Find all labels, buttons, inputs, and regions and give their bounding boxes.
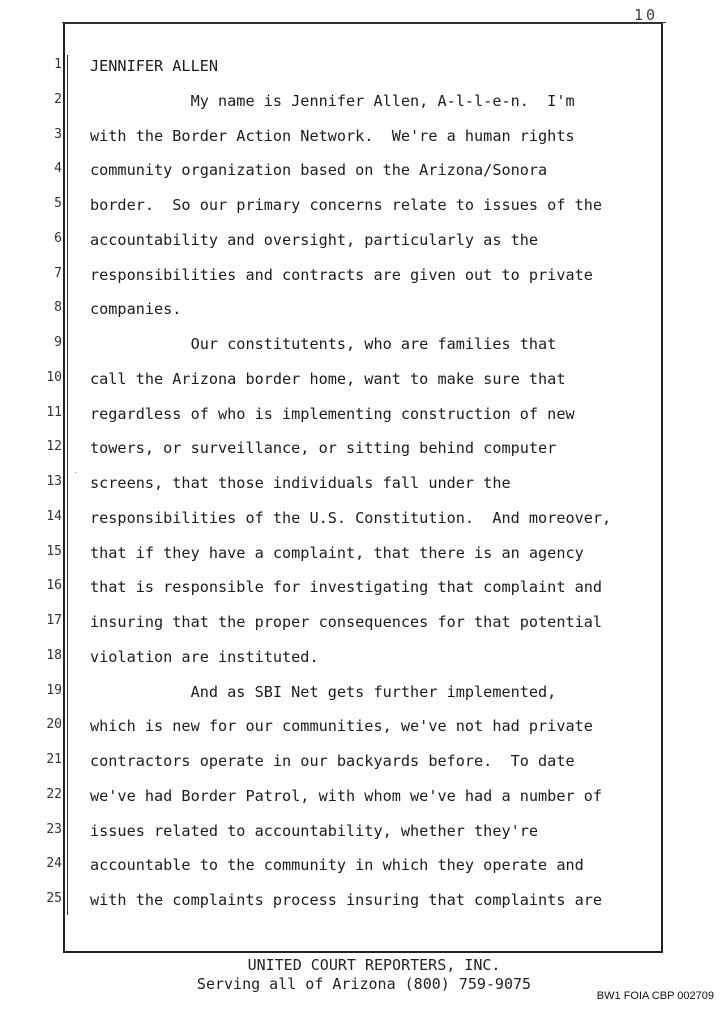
line-number: 6 bbox=[54, 230, 62, 246]
line-text: community organization based on the Arizona/Sonora bbox=[90, 161, 548, 180]
line-text: which is new for our communities, we've not had private bbox=[90, 717, 593, 736]
line-number: 2 bbox=[54, 91, 62, 107]
transcript-line bbox=[0, 509, 728, 543]
transcript-line bbox=[0, 717, 728, 751]
transcript-line bbox=[0, 856, 728, 890]
line-text: And as SBI Net gets further implemented, bbox=[90, 682, 557, 701]
transcript-line bbox=[0, 92, 728, 126]
transcript-line bbox=[0, 613, 728, 647]
transcript-line bbox=[0, 266, 728, 300]
line-text: accountability and oversight, particularly as the bbox=[90, 230, 539, 249]
line-number: 13 bbox=[46, 474, 62, 489]
transcript-line bbox=[0, 578, 728, 612]
transcript-line bbox=[0, 405, 728, 439]
transcript-line bbox=[0, 683, 728, 717]
line-number: 17 bbox=[46, 613, 62, 628]
transcript-line bbox=[0, 57, 728, 91]
line-number: 18 bbox=[46, 647, 62, 663]
transcript-line bbox=[0, 752, 728, 786]
line-text: regardless of who is implementing construction of new bbox=[90, 404, 575, 423]
line-text: that if they have a complaint, that there is an agency bbox=[90, 543, 584, 562]
transcript-line bbox=[0, 648, 728, 682]
line-text: call the Arizona border home, want to make sure that bbox=[90, 369, 566, 388]
line-number: 7 bbox=[54, 265, 62, 281]
footer bbox=[0, 956, 728, 994]
line-number: 8 bbox=[54, 300, 62, 316]
line-text: issues related to accountability, whether they're bbox=[90, 821, 539, 840]
line-text: violation are instituted. bbox=[90, 647, 319, 666]
bates-number: BW1 FOIA CBP 002709 bbox=[596, 990, 714, 1002]
transcript-line bbox=[0, 544, 728, 578]
transcript-line bbox=[0, 161, 728, 195]
line-number: 16 bbox=[46, 578, 62, 594]
line-text: towers, or surveillance, or sitting behind computer bbox=[90, 439, 557, 458]
line-text: responsibilities of the U.S. Constitution. And moreover, bbox=[90, 508, 612, 527]
line-number: 5 bbox=[54, 196, 62, 211]
transcript-line bbox=[0, 787, 728, 821]
line-number: 4 bbox=[54, 161, 62, 177]
line-text: with the Border Action Network. We're a human rights bbox=[90, 126, 575, 145]
transcript-line bbox=[0, 474, 728, 508]
line-number: 22 bbox=[46, 786, 62, 802]
line-number: 3 bbox=[54, 126, 62, 142]
line-number: 14 bbox=[46, 508, 62, 524]
line-number: 11 bbox=[46, 404, 62, 420]
line-number: 9 bbox=[54, 335, 62, 350]
transcript-line bbox=[0, 196, 728, 230]
transcript-line bbox=[0, 127, 728, 161]
line-text: Our constitutents, who are families that bbox=[90, 335, 557, 353]
footer-tagline: Serving all of Arizona (800) 759-9075 bbox=[196, 975, 532, 993]
line-number: 1 bbox=[54, 57, 62, 72]
line-number: 10 bbox=[46, 369, 62, 385]
transcript-line bbox=[0, 370, 728, 404]
line-number: 15 bbox=[46, 543, 62, 559]
line-number: 19 bbox=[46, 682, 62, 698]
transcript-line bbox=[0, 335, 728, 369]
line-number: 21 bbox=[46, 752, 62, 767]
transcript-line bbox=[0, 439, 728, 473]
line-text: with the complaints process insuring that complaints are bbox=[90, 891, 603, 909]
line-text: JENNIFER ALLEN bbox=[90, 57, 219, 75]
line-text: border. So our primary concerns relate to issues of the bbox=[90, 196, 603, 214]
line-text: companies. bbox=[90, 300, 182, 319]
transcript-line bbox=[0, 822, 728, 856]
line-text: My name is Jennifer Allen, A-l-l-e-n. I'm bbox=[90, 91, 575, 110]
page-number: 10 bbox=[633, 6, 658, 24]
line-number: 20 bbox=[46, 717, 62, 733]
line-text: contractors operate in our backyards before. To date bbox=[90, 752, 575, 770]
transcript-line bbox=[0, 300, 728, 334]
transcript-line bbox=[0, 231, 728, 265]
line-number: 23 bbox=[46, 821, 62, 837]
line-text: we've had Border Patrol, with whom we've had a number of bbox=[90, 786, 603, 805]
line-number: 25 bbox=[46, 891, 62, 906]
line-text: responsibilities and contracts are given out to private bbox=[90, 265, 593, 284]
transcript-line bbox=[0, 891, 728, 925]
line-text: accountable to the community in which they operate and bbox=[90, 856, 584, 875]
footer-company: UNITED COURT REPORTERS, INC. bbox=[247, 956, 501, 974]
line-number: 12 bbox=[46, 439, 62, 455]
line-text: that is responsible for investigating that complaint and bbox=[90, 578, 603, 597]
line-text: screens, that those individuals fall under the bbox=[90, 474, 511, 492]
line-number: 24 bbox=[46, 856, 62, 872]
line-text: insuring that the proper consequences for that potential bbox=[90, 613, 603, 631]
